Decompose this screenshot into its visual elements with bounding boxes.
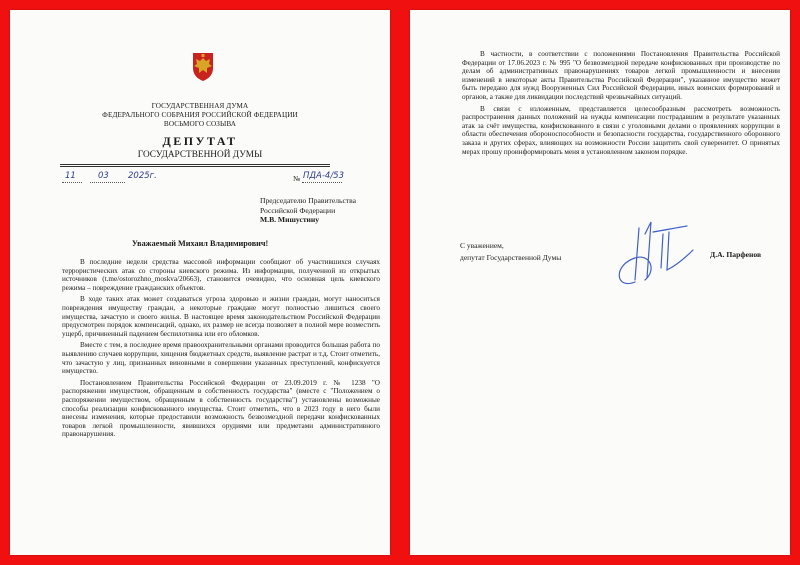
- closing-position: депутат Государственной Думы: [460, 253, 562, 262]
- signer-name: Д.А. Парфенов: [710, 250, 762, 259]
- paragraph: В последние недели средства массовой информации сообщают об участившихся случаях террористических атак со стороны киевского режима. Из информации, полученной из открытых источников (t.me/ostorozhno_moskva/20663), становится очевидно, что основная цель киевского режима – повреждение гражданских объектов.: [62, 258, 380, 292]
- salutation: Уважаемый Михаил Владимирович!: [131, 239, 269, 248]
- org-name-line-1: ГОСУДАРСТВЕННАЯ ДУМА: [151, 102, 249, 110]
- registration-number: ПДА-4/53: [303, 171, 345, 181]
- letterhead-title: ДЕПУТАТ: [162, 134, 238, 148]
- addressee-name: М.В. Мишустину: [260, 215, 320, 225]
- coat-of-arms-icon: [190, 50, 216, 82]
- date-year: 2025г.: [128, 171, 157, 181]
- paragraph: Постановлением Правительства Российской Федерации от 23.09.2019 г. № 1238 "О распоряжении имуществом, обращенным в собственность государства" (вместе с "Положением о распоряжении имуществом, обращенным в собственность государства") установлены возможные способы реализации конфискованного имущества. Стоит отметить, что в 2023 году в него были внесены изменения, которые предоставили возможность безвозмездной передачи конфискованных товаров легкой промышленности, явившихся орудиями или предметами административного правонарушения.: [62, 378, 380, 439]
- paragraph: В ходе таких атак может создаваться угроза здоровью и жизни граждан, могут наноситься повреждения имуществу граждан, а некоторые граждане могут полностью лишиться своего имущества, зачастую и своего жилья. В настоящее время законодательством Российской Федерации предусмотрен порядок компенсаций, однако, их размер не всегда позволяет в полной мере возместить ущерб, причиненный падением беспилотника или его обломков.: [62, 295, 380, 338]
- addressee-line-1: Председателю Правительства: [260, 196, 357, 205]
- paragraph: Вместе с тем, в последнее время правоохранительными органами проводится большая работа по выявлению случаев коррупции, хищения бюджетных средств, выявление растрат и т.д. Стоит отметить, что зачастую у лиц, признанных виновными в совершении указанных преступлений, конфискуется имущество.: [62, 341, 380, 376]
- date-day: 11: [65, 171, 76, 181]
- org-name-line-2: ФЕДЕРАЛЬНОГО СОБРАНИЯ РОССИЙСКОЙ ФЕДЕРАЦИИ: [102, 111, 298, 119]
- date-day-underline: [62, 182, 82, 183]
- paragraph: В частности, в соответствии с положениями Постановления Правительства Российской Федерации от 17.06.2023 г. № 995 "О безвозмездной передаче конфискованных при производстве по делам об административных правонарушениях товаров легкой промышленности и внесении изменений в некоторые акты Правительства Российской Федерации", указанное имущество может быть передано для нужд Вооруженных Сил Российской Федерации, иных воинских формирований и органов, а также для ликвидации последствий чрезвычайных ситуаций.: [462, 50, 780, 101]
- letter-page-1: [10, 10, 390, 555]
- letter-body-page-2: [462, 50, 780, 159]
- number-prefix: №: [293, 174, 301, 183]
- letterhead-subtitle: ГОСУДАРСТВЕННОЙ ДУМЫ: [137, 150, 263, 160]
- org-name-line-3: ВОСЬМОГО СОЗЫВА: [163, 120, 237, 128]
- letter-body-page-1: [62, 258, 380, 442]
- letter-page-2: [410, 10, 790, 555]
- addressee-line-2: Российской Федерации: [260, 205, 336, 215]
- date-month-underline: [90, 182, 125, 183]
- paragraph: В связи с изложенным, представляется целесообразным рассмотреть возможность распространения данных положений на нужды компенсации пострадавшим в результате указанных атак за счёт имущества, конфискованного в связи с уголовными делами о проявлениях коррупции в области обеспечения обороноспособности и безопасности государства, государственного оборонного заказа и других сферах, влияющих на возможности России защитить свой суверенитет. О принятых мерах прошу проинформировать меня в установленном законом порядке.: [462, 104, 780, 156]
- addressee-block: [260, 196, 356, 225]
- closing-regards: С уважением,: [460, 241, 504, 250]
- closing-block: [460, 240, 561, 264]
- divider: [60, 166, 330, 167]
- divider: [60, 164, 330, 165]
- number-underline: [302, 182, 342, 183]
- handwritten-signature: [605, 220, 700, 290]
- date-month: 03: [98, 171, 109, 181]
